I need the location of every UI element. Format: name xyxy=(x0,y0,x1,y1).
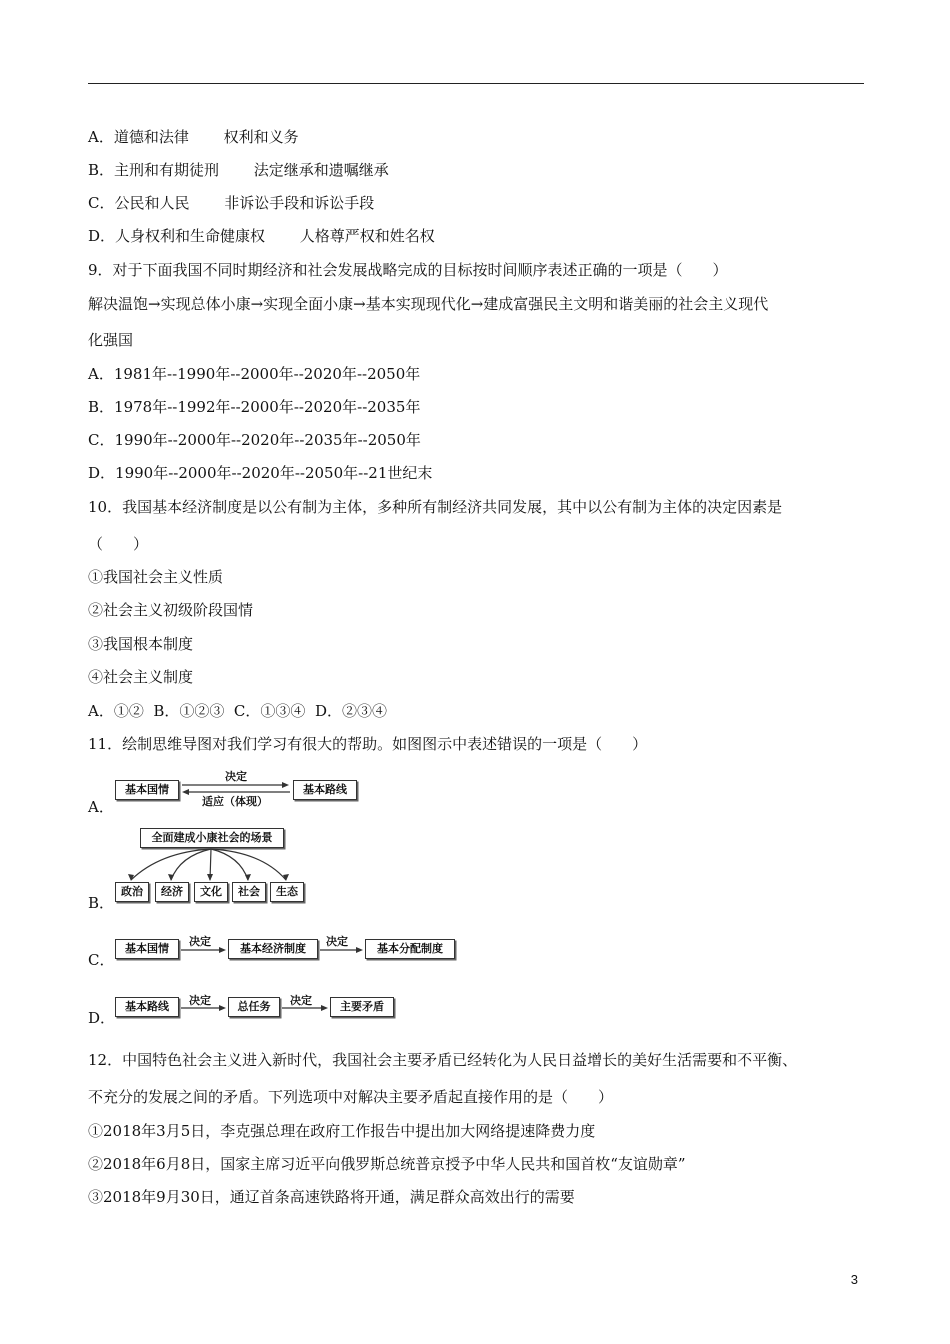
q9-option-b: B．1978年--1992年--2000年--2020年--2035年 xyxy=(88,398,421,416)
diagram-c-box-3: 基本分配制度 xyxy=(365,939,455,959)
diagram-b-child-economy: 经济 xyxy=(155,882,189,902)
q10-item-4: ④社会主义制度 xyxy=(88,668,194,686)
diagram-a-left-box: 基本国情 xyxy=(115,780,179,800)
diagram-b-child-society: 社会 xyxy=(232,882,266,902)
q8-option-d: D．人身权利和生命健康权 人格尊严权和姓名权 xyxy=(88,227,435,245)
q12-item-2: ②2018年6月8日，国家主席习近平向俄罗斯总统普京授予中华人民共和国首枚“友谊勋章” xyxy=(88,1155,686,1173)
q12-stem-cont: 不充分的发展之间的矛盾。下列选项中对解决主要矛盾起直接作用的是（ ） xyxy=(88,1088,614,1106)
q11-option-a-letter: A． xyxy=(88,798,114,816)
diagram-d-arrow-label-2: 决定 xyxy=(290,994,312,1007)
q11-option-b-letter: B． xyxy=(88,894,115,912)
q11-option-d-letter: D． xyxy=(88,1009,116,1027)
q12-item-1: ①2018年3月5日，李克强总理在政府工作报告中提出加大网络提速降费力度 xyxy=(88,1122,596,1140)
page-number: 3 xyxy=(850,1272,858,1287)
q11-stem: 11．绘制思维导图对我们学习有很大的帮助。如图图示中表述错误的一项是（ ） xyxy=(88,735,648,753)
q9-sequence: 解决温饱→实现总体小康→实现全面小康→基本实现现代化→建成富强民主文明和谐美丽的社会主义现代 xyxy=(88,295,769,313)
diagram-b-child-culture: 文化 xyxy=(194,882,228,902)
diagram-c-box-2: 基本经济制度 xyxy=(228,939,318,959)
q10-item-3: ③我国根本制度 xyxy=(88,635,194,653)
diagram-b-child-politics: 政治 xyxy=(115,882,149,902)
q9-sequence-cont: 化强国 xyxy=(88,331,134,349)
diagram-c-arrow-label-1: 决定 xyxy=(189,935,211,948)
q10-item-2: ②社会主义初级阶段国情 xyxy=(88,601,254,619)
diagram-a-top-label: 决定 xyxy=(225,770,247,783)
q10-item-1: ①我国社会主义性质 xyxy=(88,568,224,586)
diagram-c-box-1: 基本国情 xyxy=(115,939,179,959)
q9-stem: 9．对于下面我国不同时期经济和社会发展战略完成的目标按时间顺序表述正确的一项是（ ） xyxy=(88,261,728,279)
q9-option-d: D．1990年--2000年--2020年--2050年--21世纪末 xyxy=(88,464,433,482)
diagram-d-box-3: 主要矛盾 xyxy=(330,997,394,1017)
diagram-c-arrow-label-2: 决定 xyxy=(326,935,348,948)
q9-option-a: A．1981年--1990年--2000年--2020年--2050年 xyxy=(88,365,421,383)
diagram-d-box-1: 基本路线 xyxy=(115,997,179,1017)
diagram-d-box-2: 总任务 xyxy=(228,997,280,1017)
q10-stem: 10．我国基本经济制度是以公有制为主体，多种所有制经济共同发展，其中以公有制为主体的决定因素是 xyxy=(88,498,783,516)
q10-stem-cont: （ ） xyxy=(88,535,149,553)
diagram-a-right-box: 基本路线 xyxy=(293,780,357,800)
q10-options: A．①② B．①②③ C．①③④ D．②③④ xyxy=(88,702,387,720)
q8-option-c: C．公民和人民 非诉讼手段和诉讼手段 xyxy=(88,194,375,212)
q8-option-b: B．主刑和有期徒刑 法定继承和遗嘱继承 xyxy=(88,161,389,179)
diagram-b-top-box: 全面建成小康社会的场景 xyxy=(140,828,284,848)
q12-item-3: ③2018年9月30日，通辽首条高速铁路将开通，满足群众高效出行的需要 xyxy=(88,1188,575,1206)
diagram-b-child-ecology: 生态 xyxy=(270,882,304,902)
q8-option-a: A．道德和法律 权利和义务 xyxy=(88,128,299,146)
q12-stem: 12．中国特色社会主义进入新时代，我国社会主要矛盾已经转化为人民日益增长的美好生活需要和不平衡、 xyxy=(88,1051,798,1069)
diagram-a-bottom-label: 适应（体现） xyxy=(202,795,268,808)
q11-option-c-letter: C． xyxy=(88,951,115,969)
diagram-d-arrow-label-1: 决定 xyxy=(189,994,211,1007)
q9-option-c: C．1990年--2000年--2020年--2035年--2050年 xyxy=(88,431,421,449)
